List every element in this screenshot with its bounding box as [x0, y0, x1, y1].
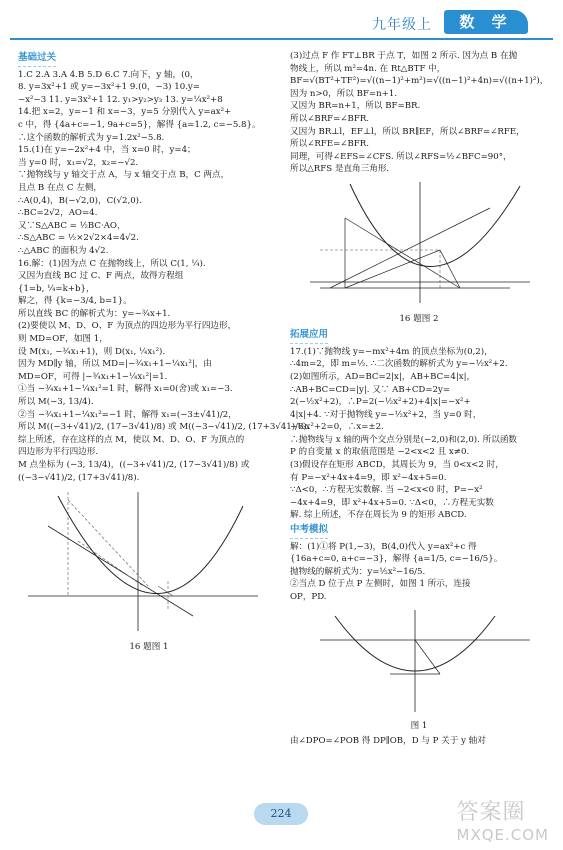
text-line: ∴△ABC 的面积为 4√2.	[18, 245, 109, 256]
text-line: ②当 −¾x₁+1−¼x₁²=−1 时，解得 x₁=(−3±√41)/2，	[18, 409, 237, 420]
text-line: 所以∠BRF=∠BFR.	[290, 113, 370, 124]
text-line: 抛物线的解析式为：y=⅕x²−16/5.	[290, 566, 426, 577]
text-line: 设 M(x₁, −¾x₁+1)，则 D(x₁, ¼x₁²).	[18, 346, 166, 357]
text-line: ∴A(0,4)，B(−√2,0)，C(√2,0).	[18, 195, 142, 206]
text-line: 同理，可得∠EFS=∠CFS. 所以∠RFS=½∠BFC=90°，	[290, 151, 512, 162]
text-line: 所以直线 BC 的解析式为：y=−¾x+1.	[18, 308, 171, 319]
section-title-basic: 基础过关	[18, 52, 56, 67]
header-rule	[10, 38, 553, 40]
text-line: 8. y=3x²+1 或 y=−3x²+1 9.(0，−3) 10.y=	[18, 82, 200, 93]
text-line: 又因为 BR=n+1，所以 BF=BR.	[290, 101, 421, 112]
text-line: −½x²+2=0，∴x=±2.	[290, 422, 384, 433]
text-line: 所以 M((−3+√41)/2, (17−3√41)/8) 或 M((−3−√41)/2, (17+3√41)/8).	[18, 422, 310, 433]
text-line: ∵抛物线与 y 轴交于点 A，与 x 轴交于点 B，C 两点，	[18, 170, 230, 181]
text-line: ①当 −¾x₁+1−¼x₁²=1 时，解得 x₁=0(舍)或 x₁=−3.	[18, 384, 233, 395]
text-line: 15.(1)在 y=−2x²+4 中，当 x=0 时，y=4；	[18, 145, 196, 156]
text-line: 当 y=0 时，x₁=√2，x₂=−√2.	[18, 157, 139, 168]
text-line: 2(−½x²+2)，∴P=2(−½x²+2)+4|x|=−x²+	[290, 397, 471, 408]
text-line: 所以 M(−3, 13/4).	[18, 397, 94, 408]
text-line: ∴4m=2，即 m=½. ∴二次函数的解析式为 y=−½x²+2.	[290, 359, 508, 370]
text-line: 又因为 BR⊥l，EF⊥l，所以 BR∥EF，所以∠BRF=∠RFE，	[290, 126, 525, 137]
text-line: 17.(1)∵抛物线 y=−mx²+4m 的顶点坐标为(0,2)，	[290, 346, 493, 357]
text-line: {16a+c=0, a+c=−3}，解得 {a=1/5, c=−16/5}。	[290, 554, 503, 565]
text-line: 又∵S△ABC = ½BC·AO，	[18, 220, 126, 231]
text-line: MD=OF，可得 |−¾x₁+1−¼x₁²|=1.	[18, 371, 168, 382]
text-line: 1.C 2.A 3.A 4.B 5.D 6.C 7.向下，y 轴，(0，	[18, 69, 199, 80]
text-line: −x²−3 11. y=3x²+1 12. y₁>y₂>y₃ 13. y=¼x²+8	[18, 94, 223, 105]
text-line: {1=b, ¼=k+b}，	[18, 283, 95, 294]
figure-caption: 16 题图 2	[399, 313, 439, 324]
watermark	[457, 795, 550, 844]
text-line: (3)假设存在矩形 ABCD，其周长为 9，当 0<x<2 时，	[290, 460, 504, 471]
parabola-figure-3	[290, 606, 540, 716]
text-line: 物线上，所以 m²=4n. 在 Rt△BTF 中，	[290, 63, 446, 74]
text-line: 解之，得 {k=−3/4, b=1}。	[18, 296, 132, 307]
text-line: ②当点 D 位于点 P 左侧时，如图 1 所示，连接	[290, 579, 471, 590]
section-title-exam: 中考模拟	[290, 524, 328, 539]
section-title-extend: 拓展应用	[290, 329, 328, 344]
parabola-figure-1	[18, 486, 268, 636]
text-line: 所以△RFS 是直角三角形.	[290, 164, 390, 175]
text-line: ∴抛物线与 x 轴的两个交点分别是(−2,0)和(2,0). 所以函数	[290, 434, 518, 445]
figure-caption: 图 1	[410, 721, 428, 732]
text-line: (2)要使以 M、D、O、F 为顶点的四边形为平行四边形，	[18, 321, 237, 332]
text-line: P 的自变量 x 的取值范围是 −2<x<2 且 x≠0.	[290, 447, 470, 458]
figure-caption: 16 题图 1	[129, 641, 169, 652]
text-line: −4x+4=9，即 x²+4x+5=0. ∵Δ<0，∴方程无实数	[290, 497, 494, 508]
text-line: 解. 综上所述，不存在周长为 9 的矩形 ABCD.	[290, 510, 467, 521]
text-line: 由∠DPO=∠POB 得 DP∥OB，D 与 P 关于 y 轴对	[290, 735, 486, 746]
parabola-figure-2	[290, 178, 540, 308]
text-line: M 点坐标为 (−3, 13/4)，((−3+√41)/2, (17−3√41)/8) 或	[18, 460, 250, 470]
right-column	[290, 50, 548, 747]
text-line: ∴S△ABC = ½×2√2×4=4√2.	[18, 233, 139, 244]
text-line: 有 P=−x²+4x+4=9，即 x²−4x+5=0.	[290, 472, 447, 483]
text-line: 且点 B 在点 C 左侧，	[18, 182, 102, 193]
text-line: 所以∠RFE=∠BFR.	[290, 139, 369, 150]
text-line: (3)过点 F 作 FT⊥BR 于点 T，如图 2 所示. 因为点 B 在抛	[290, 51, 518, 61]
page-header	[0, 0, 563, 44]
grade-label: 九年级上	[372, 17, 432, 33]
figure-16-2	[290, 178, 548, 325]
text-line: 解：(1)①将 P(1,−3)，B(4,0)代入 y=ax²+c 得	[290, 541, 477, 552]
text-line: BF=√(BT²+TF²)=√((n−1)²+m²)=√((n−1)²+4n)=√((n+1)²)，	[290, 76, 549, 87]
text-line: c 中，得 {4a+c=−1, 9a+c=5}，解得 {a=1.2, c=−5.8}。	[18, 119, 261, 130]
figure-exam-1	[290, 606, 548, 733]
text-line: ∵Δ<0，∴方程无实数解. 当 −2<x<0 时，P=−x²	[290, 485, 483, 496]
text-line: ∴AB+BC=CD=|y|. 又∵ AB+CD=2y=	[290, 384, 451, 395]
subject-tab: 数 学	[444, 10, 528, 34]
text-line: ((−3−√41)/2, (17+3√41)/8).	[18, 472, 140, 483]
text-line: ∴这个函数的解析式为 y=1.2x²−5.8.	[18, 132, 165, 143]
text-line: OP，PD.	[290, 592, 327, 602]
text-line: 因为 MD∥y 轴，所以 MD=|−¾x₁+1−¼x₁²|，由	[18, 359, 212, 370]
page-number: 224	[254, 803, 308, 825]
text-line: 则 MD=OF，如图 1，	[18, 334, 108, 345]
text-line: ∴BC=2√2，AO=4.	[18, 208, 98, 219]
watermark-title: 答案圈	[456, 800, 526, 825]
text-line: (2)如图所示，AD=BC=2|x|，AB+BC=4|x|，	[290, 371, 476, 382]
text-line: 4|x|+4. ∵对于抛物线 y=−½x²+2，当 y=0 时，	[290, 409, 482, 420]
text-line: 16.解：(1)因为点 C 在抛物线上，所以 C(1, ¼).	[18, 258, 206, 269]
text-line: 四边形为平行四边形.	[18, 447, 99, 458]
text-line: 又因为直线 BC 过 C、F 两点，故得方程组	[18, 271, 184, 282]
watermark-url: MXQE.COM	[456, 826, 549, 844]
figure-16-1	[18, 486, 280, 653]
text-line: 综上所述，存在这样的点 M，使以 M、D、O、F 为顶点的	[18, 434, 245, 445]
text-line: 因为 n>0，所以 BF=n+1.	[290, 88, 398, 99]
text-line: 14.把 x=2，y=−1 和 x=−3，y=5 分别代入 y=ax²+	[18, 107, 232, 118]
